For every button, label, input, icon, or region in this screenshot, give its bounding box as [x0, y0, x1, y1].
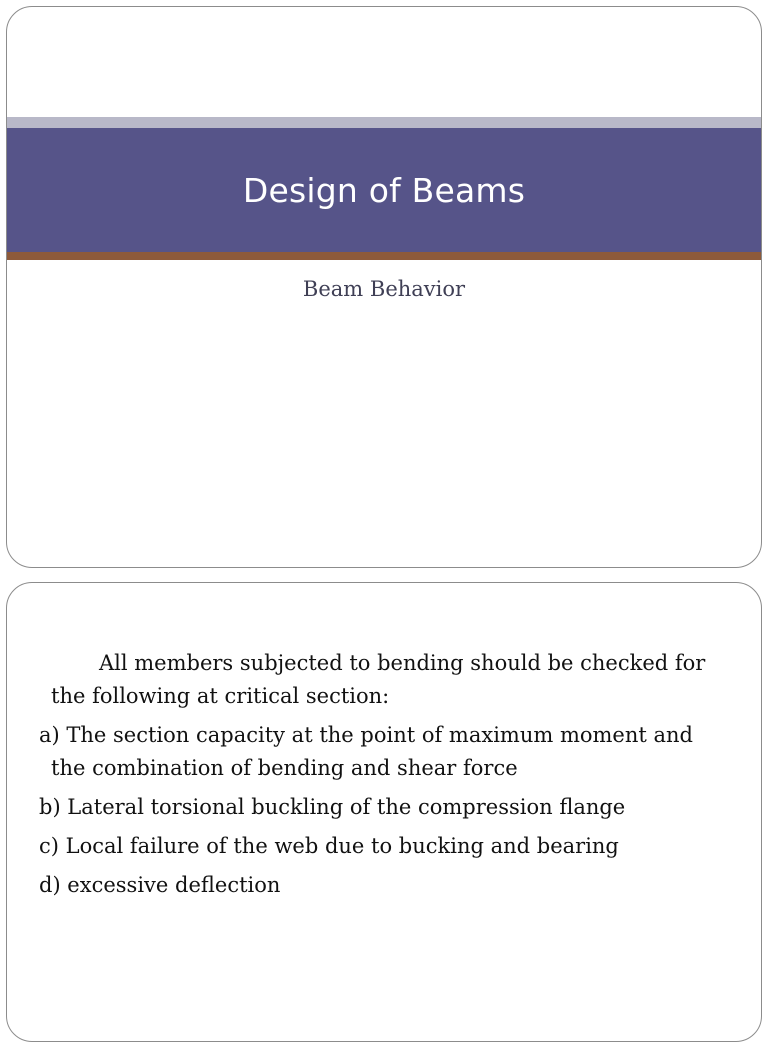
- content-body: [39, 647, 709, 908]
- list-item-d: d) excessive deflection: [39, 873, 281, 897]
- list-item-c: c) Local failure of the web due to bucking and bearing: [39, 834, 619, 858]
- list-item-a: a) The section capacity at the point of maximum moment and the combination of bending and shear force: [39, 723, 693, 780]
- slide-title: Design of Beams: [242, 170, 526, 210]
- intro-paragraph: All members subjected to bending should be checked for the following at critical section:: [51, 651, 706, 708]
- title-band: [7, 128, 761, 252]
- content-slide: [6, 582, 762, 1042]
- title-top-stripe: [7, 117, 761, 128]
- title-bottom-stripe: [7, 252, 761, 260]
- list-item-b: b) Lateral torsional buckling of the compression flange: [39, 795, 626, 819]
- slide-subtitle: Beam Behavior: [302, 277, 466, 301]
- title-slide: [6, 6, 762, 568]
